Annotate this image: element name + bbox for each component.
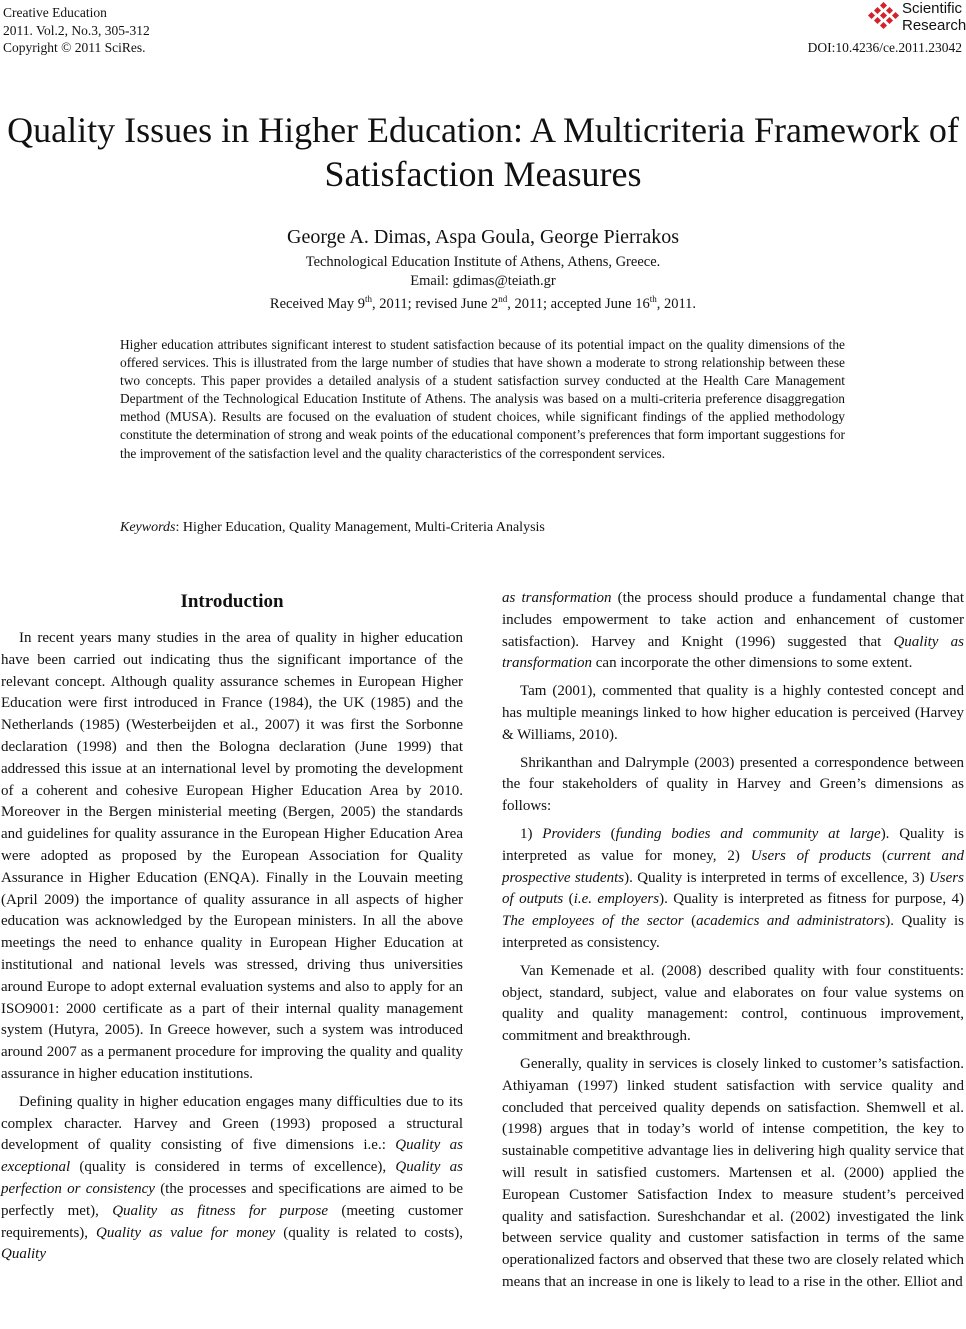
paper-title: Quality Issues in Higher Education: A Multicriteria Framework of Satisfaction Measures [7, 110, 959, 194]
publisher-line-2: Research [902, 17, 966, 34]
paragraph: Tam (2001), commented that quality is a highly contested concept and has multiple meanings linked to how higher education is perceived (Harvey & Williams, 2010). [502, 683, 964, 743]
right-column [502, 588, 964, 1294]
keywords [120, 520, 545, 536]
journal-volume: 2011. Vol.2, No.3, 305-312 [3, 22, 150, 38]
left-column [1, 590, 463, 1266]
publisher-line-1: Scientific [902, 0, 963, 17]
copyright-line: Copyright © 2011 SciRes. [3, 40, 146, 55]
publisher-name [902, 0, 966, 34]
paragraph: Generally, quality in services is closely linked to customer’s satisfaction. Athiyaman (1997) linked student satisfaction with service quality and concluded that perceived quality depends on satisfaction. Shemwell et al. (1998) argues that in today’s world of intense competition, the key to sustainable competitive advantage lies in delivering high quality service that will result in satisfied customers. Martensen et al. (2000) applied the European Customer Satisfaction Index to measure student’s perceived quality and satisfaction. Sureshchandar et al. (2002) investigated the link between service quality and customer satisfaction in terms of the same operationalized factors and observed that these two are closely related which means that an increase in one is likely to lead to a rise in the other. Elliot and [502, 1055, 964, 1290]
paragraph: In recent years many studies in the area of quality in higher education have been carried out indicating thus the significant importance of the relevant concept. Although quality assurance schemes in European Higher Education were first introduced in France (1984), the UK (1985) and the Netherlands (1985) (Westerbeijden et al., 2007) it was first the Sorbonne declaration (1998) and then the Bologna declaration (June 1999) that addressed this issue at an international level by promoting the development of a coherent and cohesive European Higher Education Area by 2010. Moreover in the Bergen ministerial meeting (Bergen, 2005) the standards and guidelines for quality assurance in the European Higher Education Area were adopted as proposed by the European Association for Quality Assurance in Higher Education (ENQA). Finally in the Louvain meeting (April 2009) the importance of quality assurance in all aspects of higher education was acknowledged by the European ministers. In all the above meetings the need to enhance quality in European Higher Education at institutional and national levels was stressed, driving thus universities around Europe to adopt external evaluation systems and also to apply for an ISO9001: 2000 certificate as a part of their internal quality management system (Hutyra, 2005). In Greece however, such a system was introduced around 2007 as a permanent procedure for improving the quality and quality assurance in higher education institutions. [1, 630, 463, 1082]
publisher-logo-icon [866, 2, 900, 32]
paragraph: Shrikanthan and Dalrymple (2003) presented a correspondence between the four stakeholders of quality in Harvey and Green’s dimensions as follows: [502, 754, 964, 815]
publisher-logo [866, 0, 966, 36]
journal-header [3, 4, 150, 57]
abstract: Higher education attributes significant interest to student satisfaction because of its potential impact on the quality dimensions of the offered services. This is illustrated from the large number of studies that have shown a moderate to strong relationship between these two concepts. This paper provides a detailed analysis of a student satisfaction survey conducted at the Health Care Management Department of the Technological Education Institute of Athens. The analysis was based on a multi-criteria preference disaggregation method (MUSA). Results are focused on the evaluation of student choices, while significant findings of the applied methodology constitute the determination of strong and weak points of the educational component’s preferences that form important suggestions for the improvement of the satisfaction level and the quality characteristics of the correspondent services. [120, 337, 845, 461]
authors: George A. Dimas, Aspa Goula, George Pierrakos [287, 226, 679, 248]
paragraph: Van Kemenade et al. (2008) described quality with four constituents: object, standard, subject, value and elaborates on four value systems on quality and quality management: control, continuous improvement, commitment and breakthrough. [502, 962, 964, 1045]
keywords-label: Keywords [120, 520, 176, 535]
email: Email: gdimas@teiath.gr [410, 273, 556, 289]
keywords-text: : Higher Education, Quality Management, Multi-Criteria Analysis [175, 520, 545, 535]
paragraph: Defining quality in higher education engages many difficulties due to its complex character. Harvey and Green (1993) proposed a structural development of quality consisting of five dimensions i.e.: Quality as exceptional (quality is considered in terms of excellence), Quality as perfection or consistency (the processes and specifications are aimed to be perfectly met), Quality as fitness for purpose (meeting customer requirements), Quality as value for money (quality is related to costs), Quality [1, 1093, 463, 1263]
doi: DOI:10.4236/ce.2011.23042 [807, 40, 962, 55]
paragraph: 1) Providers (funding bodies and community at large). Quality is interpreted as value for money, 2) Users of products (current and prospective students). Quality is interpreted in terms of excellence, 3) Users of outputs (i.e. employers). Quality is interpreted as fitness for purpose, 4) The employees of the sector (academics and administrators). Quality is interpreted as consistency. [502, 825, 965, 951]
received-dates: Received May 9th, 2011; revised June 2nd, 2011; accepted June 16th, 2011. [269, 294, 697, 312]
journal-name: Creative Education [3, 5, 107, 20]
paragraph: as transformation (the process should produce a fundamental change that includes empowerment to take action and enhancement of customer satisfaction). Harvey and Knight (1996) suggested that Quality as transformation can incorporate the other dimensions to some extent. [502, 590, 964, 672]
affiliation: Technological Education Institute of Athens, Athens, Greece. [305, 254, 661, 270]
section-heading-introduction: Introduction [180, 591, 284, 612]
